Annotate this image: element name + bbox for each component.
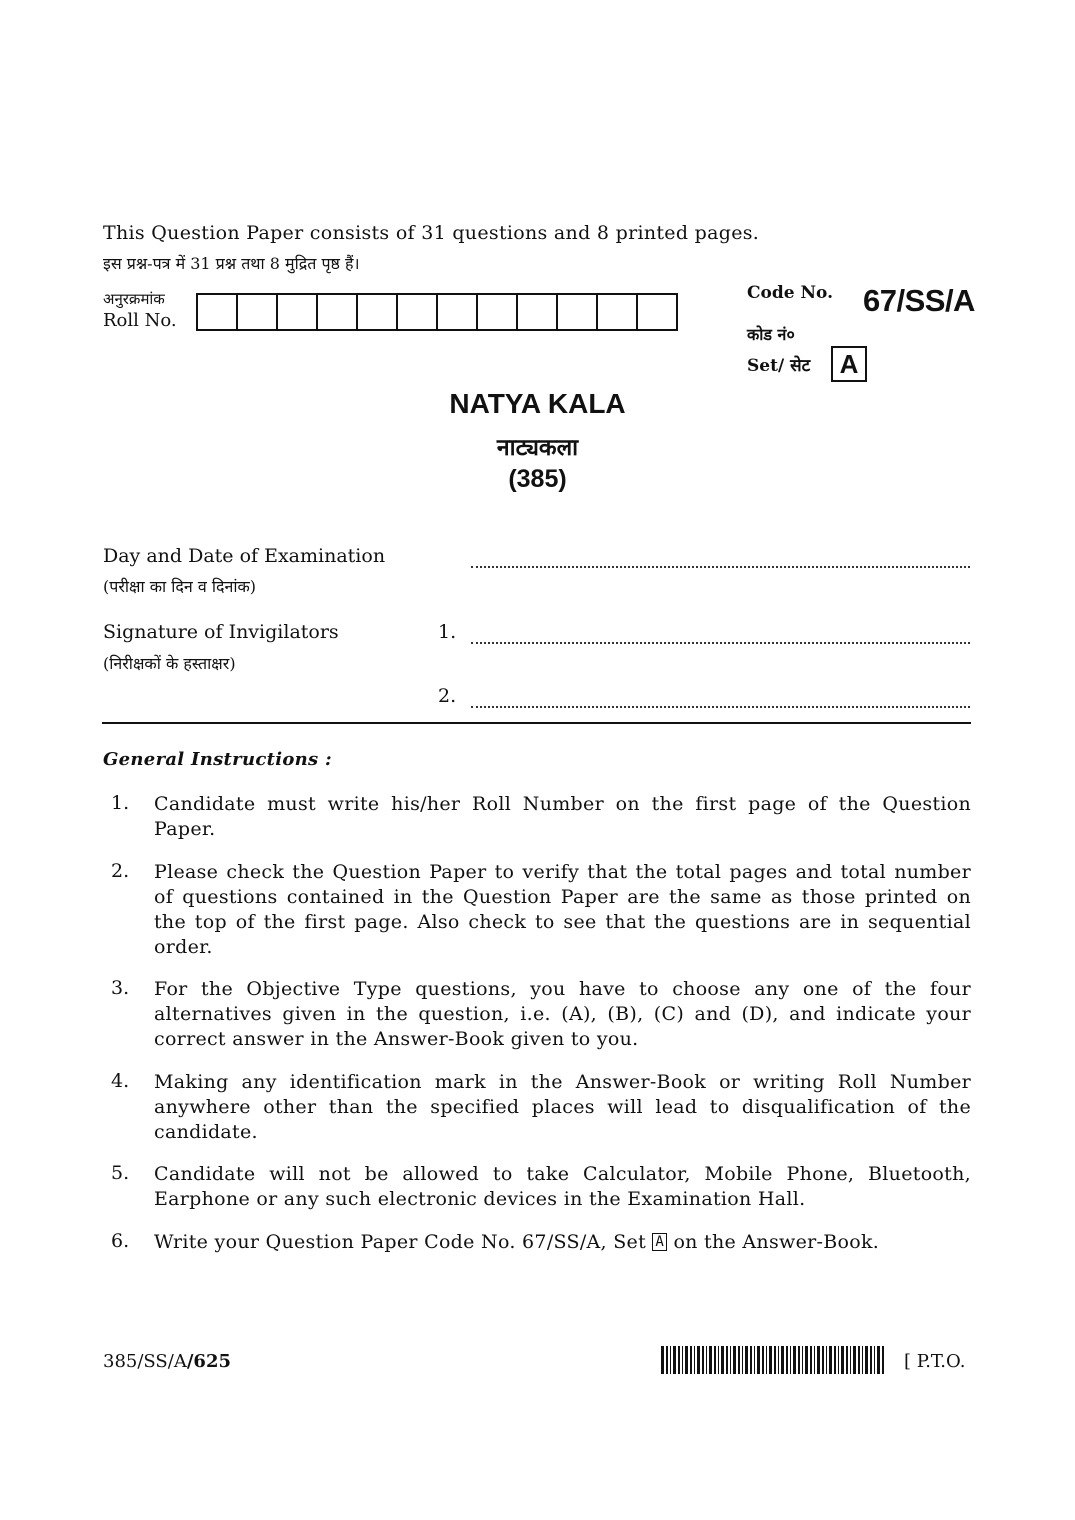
instruction-text: Candidate will not be allowed to take Calculator, Mobile Phone, Bluetooth, Earphone or any such electronic devices in the Examination Hall. [154, 1163, 971, 1210]
instruction-text-part: on the Answer-Book. [673, 1231, 880, 1253]
code-block [747, 283, 975, 379]
roll-digit-box[interactable] [238, 295, 278, 329]
instruction-text: Making any identification mark in the Answer-Book or writing Roll Number anywhere other than the specified places will lead to disqualification of the candidate. [154, 1071, 971, 1143]
pto-marker: [ P.T.O. [904, 1351, 966, 1372]
instruction-text: Candidate must write his/her Roll Number on the first page of the Question Paper. [154, 793, 971, 840]
roll-label-english: Roll No. [103, 310, 177, 331]
roll-digit-box[interactable] [598, 295, 638, 329]
divider [102, 722, 971, 724]
instruction-text: Please check the Question Paper to verify that the total pages and total number of questions contained in the Question Paper are the same as those printed on the top of the first page. Also check to see that the questions are in sequential order. [154, 861, 971, 958]
instruction-text [154, 1230, 971, 1255]
paper-code-footer [103, 1351, 231, 1372]
invigilator-signature-label: Signature of Invigilators [103, 621, 339, 643]
signature-line-2[interactable] [471, 690, 970, 708]
roll-digit-box[interactable] [438, 295, 478, 329]
instruction-number: 5. [111, 1162, 130, 1184]
instruction-number: 3. [111, 977, 130, 999]
roll-digit-box[interactable] [318, 295, 358, 329]
subject-title: NATYA KALA [449, 388, 626, 419]
code-label: Code No. [747, 283, 833, 303]
exam-date-label: Day and Date of Examination [103, 545, 386, 567]
roll-digit-box[interactable] [518, 295, 558, 329]
page-count-note-hindi: इस प्रश्न-पत्र में 31 प्रश्न तथा 8 मुद्रित पृष्ठ हैं। [103, 254, 360, 273]
roll-number-boxes[interactable] [196, 293, 678, 331]
paper-code-suffix: /625 [186, 1351, 231, 1372]
instruction-text: For the Objective Type questions, you have to choose any one of the four alternatives given in the question, i.e. (A), (B), (C) and (D), and indicate your correct answer in the Answer-Book given to you. [154, 978, 971, 1050]
set-label: Set/ सेट [747, 356, 811, 376]
roll-digit-box[interactable] [478, 295, 518, 329]
instruction-text-part: Write your Question Paper Code No. 67/SS/A, Set [154, 1231, 647, 1253]
exam-date-line[interactable] [471, 550, 970, 568]
set-inline-box: A [652, 1233, 667, 1251]
barcode-image [661, 1346, 887, 1374]
subject-code: (385) [508, 465, 567, 493]
roll-digit-box[interactable] [558, 295, 598, 329]
code-label-hindi: कोड नं० [747, 325, 795, 344]
roll-digit-box[interactable] [198, 295, 238, 329]
instruction-number: 2. [111, 860, 130, 882]
roll-digit-box[interactable] [638, 295, 676, 329]
invigilator-signature-label-hindi: (निरीक्षकों के हस्ताक्षर) [103, 654, 236, 673]
signature-line-1[interactable] [471, 626, 970, 644]
roll-digit-box[interactable] [398, 295, 438, 329]
set-value-box: A [831, 346, 867, 382]
instruction-number: 4. [111, 1070, 130, 1092]
signature-line-1-number: 1. [438, 621, 457, 643]
instruction-number: 6. [111, 1230, 130, 1252]
instructions-title: General Instructions : [103, 749, 332, 770]
exam-date-label-hindi: (परीक्षा का दिन व दिनांक) [103, 577, 257, 596]
signature-line-2-number: 2. [438, 685, 457, 707]
roll-label-hindi: अनुरक्रमांक [103, 290, 165, 308]
page-count-note: This Question Paper consists of 31 questions and 8 printed pages. [103, 222, 760, 244]
instruction-number: 1. [111, 792, 130, 814]
subject-title-hindi: नाट्यकला [496, 435, 579, 461]
roll-digit-box[interactable] [278, 295, 318, 329]
paper-code-prefix: 385/SS/A [103, 1351, 187, 1372]
roll-number-label [103, 288, 177, 332]
code-value: 67/SS/A [863, 283, 975, 318]
roll-digit-box[interactable] [358, 295, 398, 329]
